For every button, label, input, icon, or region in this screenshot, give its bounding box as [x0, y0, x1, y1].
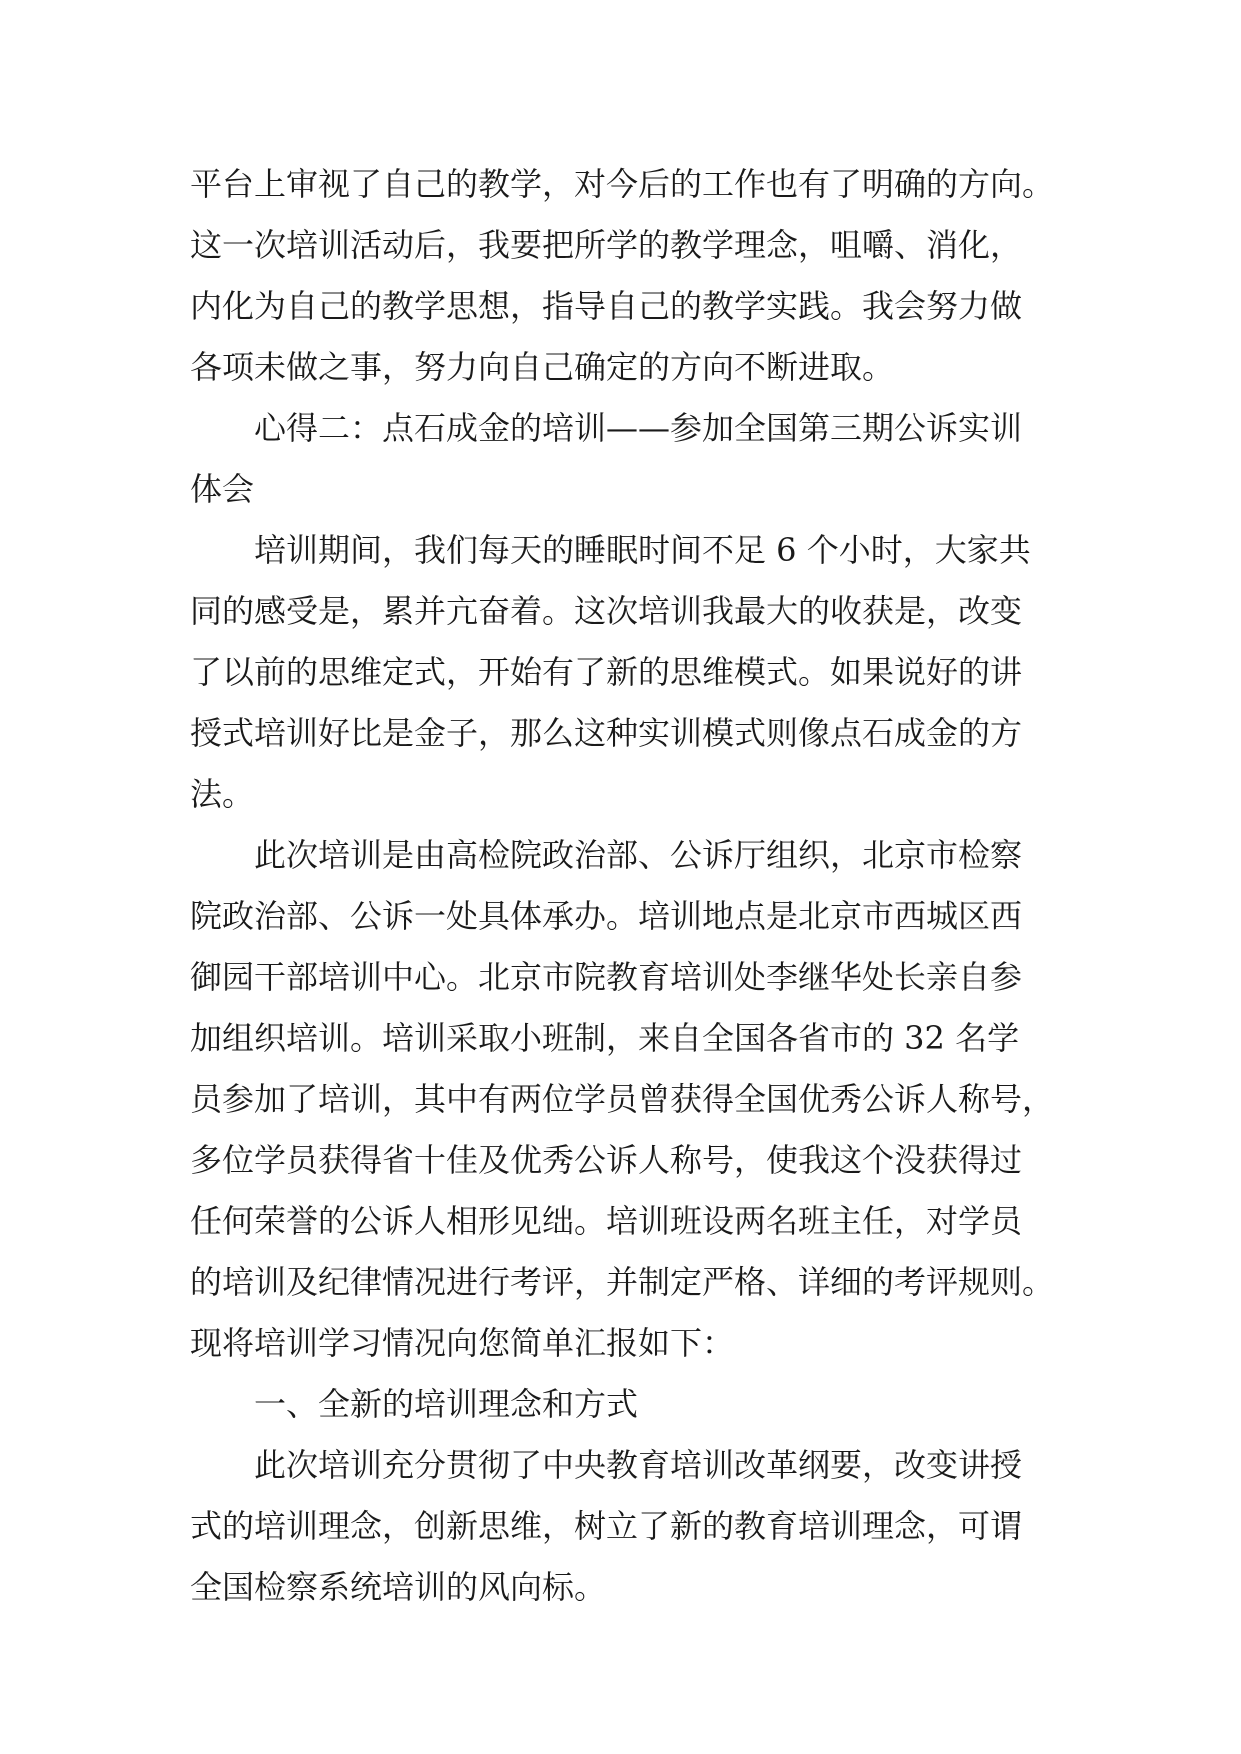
text-line: 式的培训理念，创新思维，树立了新的教育培训理念，可谓 — [190, 1507, 1023, 1545]
text-line: 院政治部、公诉一处具体承办。培训地点是北京市西城区西 — [190, 897, 1023, 935]
paragraph-first-line: 此次培训充分贯彻了中央教育培训改革纲要，改变讲授 — [254, 1446, 1023, 1484]
text-line: 平台上审视了自己的教学，对今后的工作也有了明确的方向。 — [190, 165, 1055, 203]
text-line: 授式培训好比是金子，那么这种实训模式则像点石成金的方 — [190, 714, 1023, 752]
text-line: 这一次培训活动后，我要把所学的教学理念，咀嚼、消化， — [190, 226, 1023, 264]
paragraph-first-line: 培训期间，我们每天的睡眠时间不足 6 个小时，大家共 — [254, 531, 1031, 569]
text-line: 多位学员获得省十佳及优秀公诉人称号，使我这个没获得过 — [190, 1141, 1023, 1179]
text-line: 各项未做之事，努力向自己确定的方向不断进取。 — [190, 348, 895, 386]
text-line: 任何荣誉的公诉人相形见绌。培训班设两名班主任，对学员 — [190, 1202, 1023, 1240]
text-line: 员参加了培训，其中有两位学员曾获得全国优秀公诉人称号， — [190, 1080, 1055, 1118]
text-line: 法。 — [190, 775, 255, 813]
text-line: 全国检察系统培训的风向标。 — [190, 1568, 607, 1606]
text-line: 内化为自己的教学思想，指导自己的教学实践。我会努力做 — [190, 287, 1023, 325]
text-line: 加组织培训。培训采取小班制，来自全国各省市的 32 名学 — [190, 1019, 1020, 1057]
text-line: 御园干部培训中心。北京市院教育培训处李继华处长亲自参 — [190, 958, 1023, 996]
text-line: 同的感受是，累并亢奋着。这次培训我最大的收获是，改变 — [190, 592, 1023, 630]
section-heading: 心得二：点石成金的培训——参加全国第三期公诉实训 — [254, 409, 1023, 447]
text-line: 现将培训学习情况向您简单汇报如下： — [190, 1324, 735, 1362]
section-heading-continuation: 体会 — [190, 470, 255, 508]
paragraph-first-line: 此次培训是由高检院政治部、公诉厅组织，北京市检察 — [254, 836, 1023, 874]
text-line: 了以前的思维定式，开始有了新的思维模式。如果说好的讲 — [190, 653, 1023, 691]
subsection-heading: 一、全新的培训理念和方式 — [254, 1385, 639, 1423]
text-line: 的培训及纪律情况进行考评，并制定严格、详细的考评规则。 — [190, 1263, 1055, 1301]
